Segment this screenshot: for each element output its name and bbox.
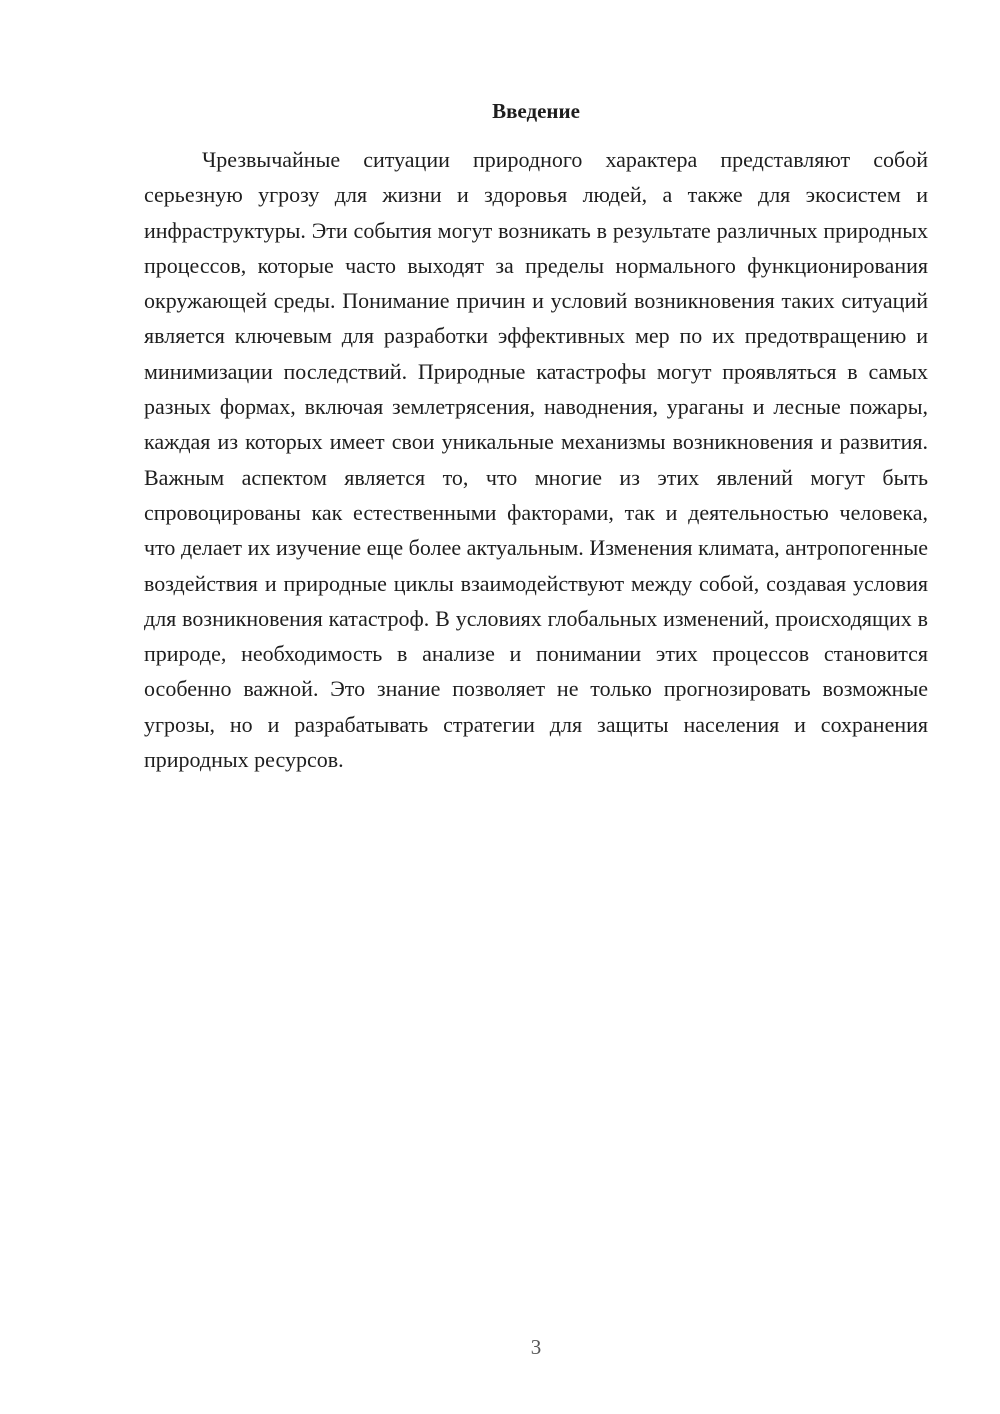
- page-number: 3: [530, 1335, 542, 1359]
- body-paragraph: Чрезвычайные ситуации природного характера представляют собой серьезную угрозу для жизни и здоровья людей, а также для экосистем и инфраструктуры. Эти события могут возникать в результате различных природных процессов, которые часто выходят за пределы нормального функционирования окружающей среды. Понимание причин и условий возникновения таких ситуаций является ключевым для разработки эффективных мер по их предотвращению и минимизации последствий. Природные катастрофы могут проявляться в самых разных формах, включая землетрясения, наводнения, ураганы и лесные пожары, каждая из которых имеет свои уникальные механизмы возникновения и развития. Важным аспектом является то, что многие из этих явлений могут быть спровоцированы как естественными факторами, так и деятельностью человека, что делает их изучение еще более актуальным. Изменения климата, антропогенные воздействия и природные циклы взаимодействуют между собой, создавая условия для возникновения катастроф. В условиях глобальных изменений, происходящих в природе, необходимость в анализе и понимании этих процессов становится особенно важной. Это знание позволяет не только прогнозировать возможные угрозы, но и разрабатывать стратегии для защиты населения и сохранения природных ресурсов.: [144, 147, 928, 773]
- section-title: Введение: [492, 99, 580, 123]
